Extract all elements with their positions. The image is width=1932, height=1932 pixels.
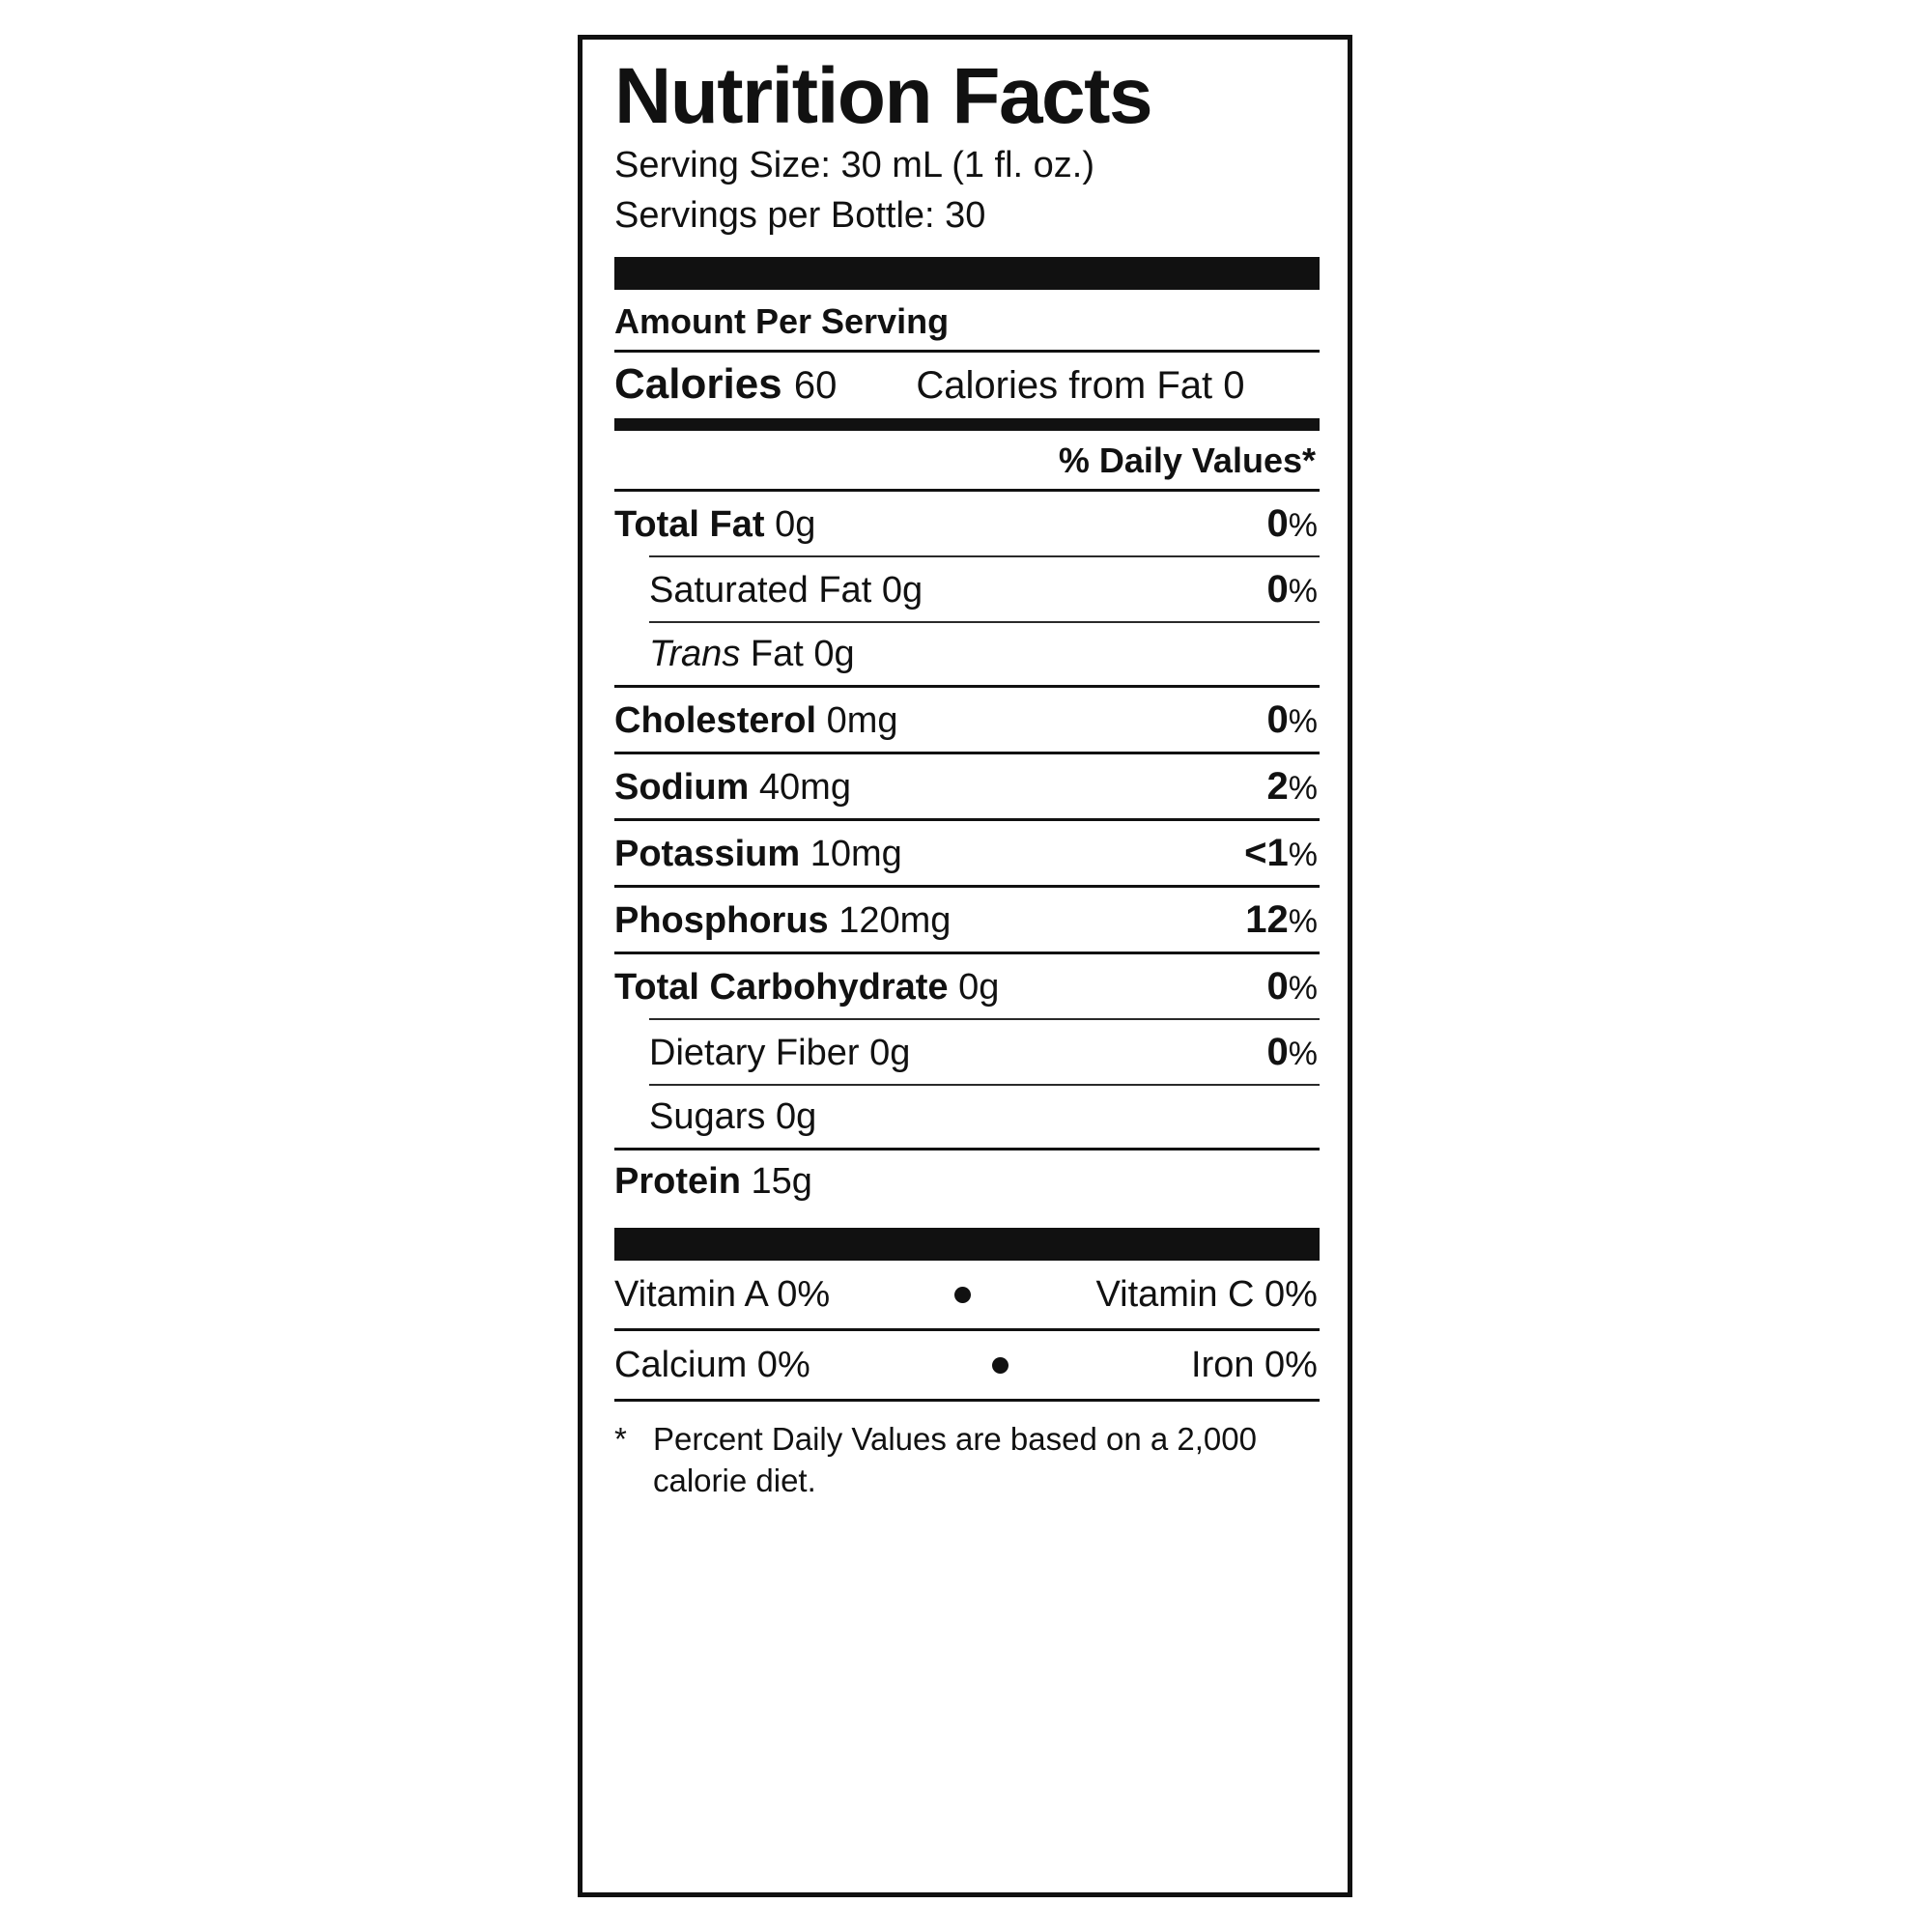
footnote-star: * bbox=[614, 1420, 627, 1457]
nutrient-amount-phosphorus: 120mg bbox=[838, 899, 952, 941]
vitamin-a-value: Vitamin A 0% bbox=[614, 1273, 831, 1315]
nutrient-amount-cholesterol: 0mg bbox=[826, 699, 898, 741]
nutrient-pct-potassium bbox=[1221, 832, 1318, 875]
vitamin-c-value: Vitamin C 0% bbox=[1095, 1273, 1318, 1315]
nutrient-label-sodium: Sodium bbox=[614, 766, 750, 808]
nutrient-name-protein bbox=[614, 1161, 1294, 1203]
nutrition-facts-label bbox=[614, 52, 1320, 1501]
calories-label bbox=[614, 360, 837, 409]
nutrient-row-saturated-fat bbox=[614, 557, 1320, 621]
nutrient-row-total-fat bbox=[614, 492, 1320, 555]
divider-thick-bottom bbox=[614, 1228, 1320, 1261]
vitamin-row-2 bbox=[614, 1331, 1320, 1399]
nutrient-amount-dietary-fiber: 0g bbox=[869, 1032, 911, 1073]
nutrient-name-phosphorus bbox=[614, 900, 1222, 942]
pct-symbol: % bbox=[1288, 1035, 1318, 1072]
nutrient-label-saturated-fat: Saturated Fat bbox=[649, 569, 872, 611]
nutrient-name-dietary-fiber bbox=[649, 1033, 1244, 1074]
nutrient-name-sodium bbox=[614, 767, 1244, 809]
pct-symbol: % bbox=[1288, 836, 1318, 873]
calories-value: 60 bbox=[793, 363, 838, 407]
pct-value: 2 bbox=[1266, 764, 1289, 808]
vitamin-row-1 bbox=[614, 1261, 1320, 1328]
nutrient-pct-saturated-fat bbox=[1244, 568, 1318, 611]
amount-per-serving-label: Amount Per Serving bbox=[614, 300, 950, 341]
calories-row bbox=[614, 353, 1320, 418]
nutrient-row-sodium bbox=[614, 754, 1320, 818]
calories-from-fat: Calories from Fat 0 bbox=[916, 363, 1245, 407]
pct-value: 0 bbox=[1266, 697, 1289, 741]
nutrient-row-protein bbox=[614, 1151, 1320, 1212]
nutrient-label-sugars: Sugars bbox=[649, 1095, 766, 1137]
pct-value: 0 bbox=[1266, 567, 1289, 611]
pct-symbol: % bbox=[1288, 572, 1318, 610]
nutrient-name-total-fat bbox=[614, 504, 1244, 546]
daily-values-header: % Daily Values* bbox=[1058, 440, 1316, 480]
nutrient-row-trans-fat bbox=[614, 623, 1320, 685]
nutrient-name-trans-fat bbox=[649, 634, 1294, 675]
nutrient-name-potassium bbox=[614, 834, 1221, 875]
nutrient-pct-phosphorus bbox=[1222, 898, 1318, 942]
nutrient-label-total-fat: Total Fat bbox=[614, 503, 765, 545]
footnote bbox=[614, 1402, 1320, 1502]
bullet-dot-icon bbox=[954, 1287, 971, 1303]
pct-value: 0 bbox=[1266, 501, 1289, 545]
nutrient-amount-protein: 15g bbox=[751, 1160, 812, 1202]
nutrient-label-total-carbohydrate: Total Carbohydrate bbox=[614, 966, 949, 1008]
divider-below-calories bbox=[614, 418, 1320, 431]
nutrient-row-sugars bbox=[614, 1086, 1320, 1148]
nutrient-amount-total-carbohydrate: 0g bbox=[958, 966, 1000, 1008]
pct-value: <1 bbox=[1244, 831, 1289, 874]
nutrient-label-cholesterol: Cholesterol bbox=[614, 699, 817, 741]
nutrient-label-potassium: Potassium bbox=[614, 833, 801, 874]
page-title: Nutrition Facts bbox=[614, 52, 1152, 140]
iron-value: Iron 0% bbox=[1191, 1344, 1318, 1385]
nutrient-amount-saturated-fat: 0g bbox=[881, 569, 923, 611]
pct-value: 0 bbox=[1266, 964, 1289, 1008]
nutrient-pct-total-fat bbox=[1244, 502, 1318, 546]
servings-per-container-text: Servings per Bottle: 30 bbox=[614, 195, 986, 237]
pct-value: 0 bbox=[1266, 1030, 1289, 1073]
nutrient-label-phosphorus: Phosphorus bbox=[614, 899, 829, 941]
nutrient-pct-total-carbohydrate bbox=[1244, 965, 1318, 1009]
footnote-text: Percent Daily Values are based on a 2,000 calorie diet. bbox=[653, 1420, 1257, 1498]
nutrient-pct-cholesterol bbox=[1244, 698, 1318, 742]
nutrient-label-protein: Protein bbox=[614, 1160, 741, 1202]
pct-symbol: % bbox=[1288, 506, 1318, 544]
pct-symbol: % bbox=[1288, 969, 1318, 1007]
divider-thick-top bbox=[614, 257, 1320, 290]
nutrient-amount-sugars: 0g bbox=[775, 1095, 817, 1137]
nutrient-name-sugars bbox=[649, 1096, 1294, 1138]
nutrient-pct-sodium bbox=[1244, 765, 1318, 809]
nutrient-row-total-carbohydrate bbox=[614, 954, 1320, 1018]
nutrient-row-phosphorus bbox=[614, 888, 1320, 952]
pct-symbol: % bbox=[1288, 902, 1318, 940]
serving-size-text: Serving Size: 30 mL (1 fl. oz.) bbox=[614, 145, 1095, 186]
nutrient-amount-trans-fat: Fat 0g bbox=[750, 633, 855, 674]
pct-symbol: % bbox=[1288, 702, 1318, 740]
calcium-value: Calcium 0% bbox=[614, 1344, 810, 1385]
nutrient-name-cholesterol bbox=[614, 700, 1244, 742]
nutrient-row-cholesterol bbox=[614, 688, 1320, 752]
nutrient-row-potassium bbox=[614, 821, 1320, 885]
bullet-dot-icon bbox=[992, 1357, 1009, 1374]
pct-value: 12 bbox=[1245, 897, 1289, 941]
calories-label-text: Calories bbox=[614, 359, 782, 408]
nutrient-pct-dietary-fiber bbox=[1244, 1031, 1318, 1074]
nutrient-row-dietary-fiber bbox=[614, 1020, 1320, 1084]
nutrient-label-dietary-fiber: Dietary Fiber bbox=[649, 1032, 860, 1073]
nutrient-amount-sodium: 40mg bbox=[758, 766, 851, 808]
pct-symbol: % bbox=[1288, 769, 1318, 807]
nutrient-name-saturated-fat bbox=[649, 570, 1244, 611]
nutrient-amount-potassium: 10mg bbox=[810, 833, 902, 874]
nutrient-amount-total-fat: 0g bbox=[775, 503, 816, 545]
nutrient-label-trans-fat: Trans bbox=[649, 633, 741, 674]
nutrient-name-total-carbohydrate bbox=[614, 967, 1244, 1009]
